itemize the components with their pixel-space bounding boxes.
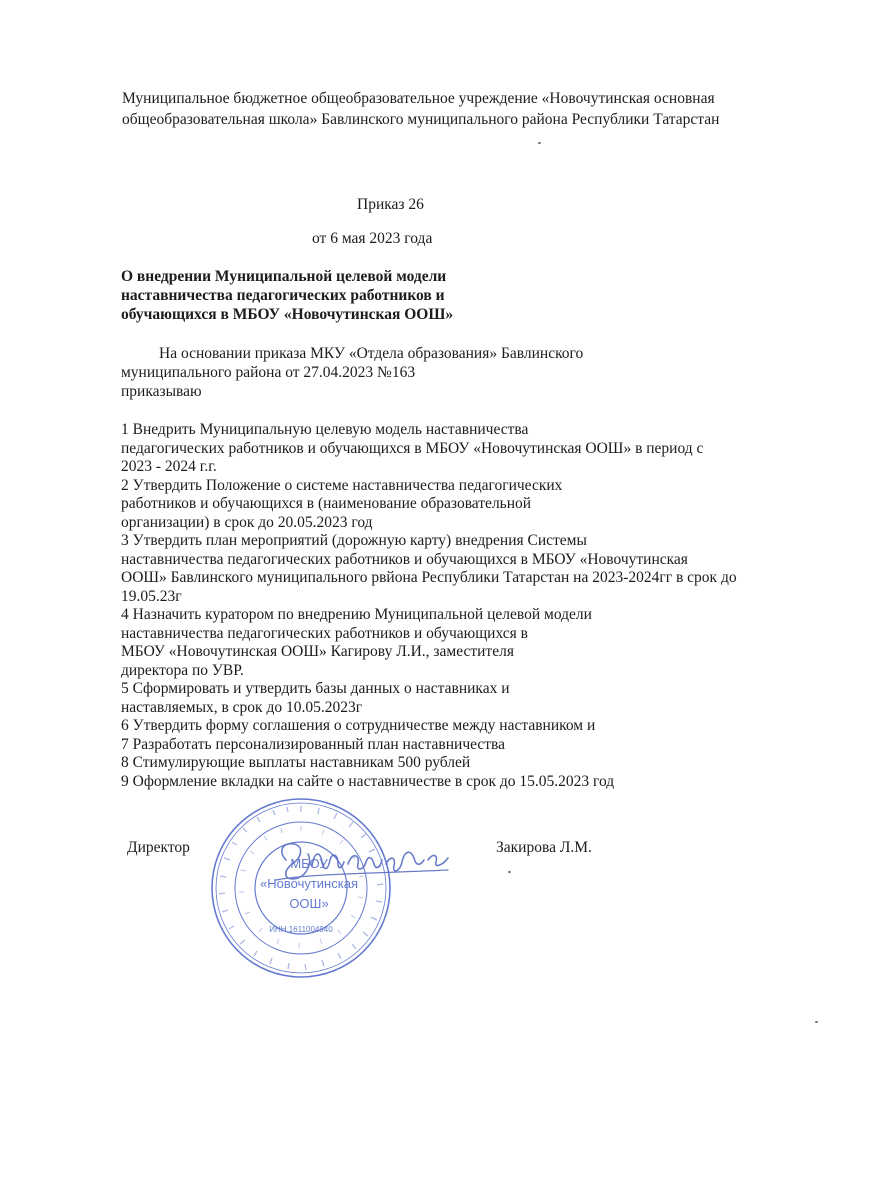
item-line: педагогических работников и обучающихся в МБОУ «Новочутинская ООШ» в период с (121, 439, 704, 457)
director-signature (268, 822, 456, 902)
scan-speck (815, 1021, 818, 1023)
item-line: наставничества педагогических работников и обучающихся в (121, 624, 528, 642)
signature-name: Закирова Л.М. (496, 839, 592, 856)
order-basis (121, 344, 583, 401)
item-line: 5 Сформировать и утвердить базы данных о наставниках и (121, 680, 510, 697)
item-line: ООШ» Бавлинского муниципального рвйона Республики Татарстан на 2023-2024гг в срок до (121, 569, 737, 586)
item-line: 2023 - 2024 г.г. (121, 458, 217, 475)
stamp-line-2: «Новочутинская (260, 876, 358, 891)
scan-speck (538, 142, 541, 144)
item-line: директора по УВР. (121, 661, 244, 679)
item-line: работников и обучающихся в (наименование образовательной (121, 495, 532, 512)
item-line: 2 Утвердить Положение о системе наставничества педагогических (121, 476, 563, 494)
subject-line-1: О внедрении Муниципальной целевой модели (121, 268, 447, 285)
subject-line-3: обучающихся в МБОУ «Новочутинская ООШ» (121, 306, 454, 323)
stamp-line-1: МБОУ (290, 856, 328, 871)
item-line: 7 Разработать персонализированный план наставничества (121, 735, 506, 753)
stamp-inn: ИНН 1611004940 (269, 925, 333, 934)
basis-line-3: приказываю (121, 383, 202, 400)
item-line: 8 Стимулирующие выплаты наставникам 500 рублей (121, 754, 471, 771)
order-title: Приказ 26 (357, 196, 424, 213)
item-line: 6 Утвердить форму соглашения о сотрудничестве между наставником и (121, 717, 596, 734)
item-line: МБОУ «Новочутинская ООШ» Кагирову Л.И., заместителя (121, 643, 514, 660)
item-line: наставничества педагогических работников и обучающихся в МБОУ «Новочутинская (121, 550, 688, 568)
header-line-1: Муниципальное бюджетное общеобразовательное учреждение «Новочутинская основная (122, 90, 715, 107)
institution-header (122, 88, 719, 130)
stamp-line-3: ООШ» (289, 896, 329, 911)
signature-role: Директор (127, 839, 190, 856)
item-line: 9 Оформление вкладки на сайте о наставничестве в срок до 15.05.2023 год (121, 772, 615, 790)
header-line-2: общеобразовательная школа» Бавлинского муниципального района Республики Татарстан (122, 111, 720, 128)
item-line: 4 Назначить куратором по внедрению Муниципальной целевой модели (121, 606, 592, 623)
order-items (121, 421, 737, 791)
subject-line-2: наставничества педагогических работников и (121, 287, 445, 304)
item-line: 19.05.23г (121, 587, 182, 605)
item-line: 1 Внедрить Муниципальную целевую модель наставничества (121, 421, 529, 438)
item-line: организации) в срок до 20.05.2023 год (121, 513, 373, 531)
item-line: 3 Утвердить план мероприятий (дорожную карту) внедрения Системы (121, 532, 587, 549)
item-line: наставляемых, в срок до 10.05.2023г (121, 698, 363, 716)
basis-line-2: муниципального района от 27.04.2023 №163 (121, 364, 416, 381)
scan-speck (508, 871, 511, 873)
order-subject (121, 267, 453, 324)
basis-line-1: На основании приказа МКУ «Отдела образования» Бавлинского (159, 345, 584, 362)
order-date: от 6 мая 2023 года (312, 230, 433, 247)
